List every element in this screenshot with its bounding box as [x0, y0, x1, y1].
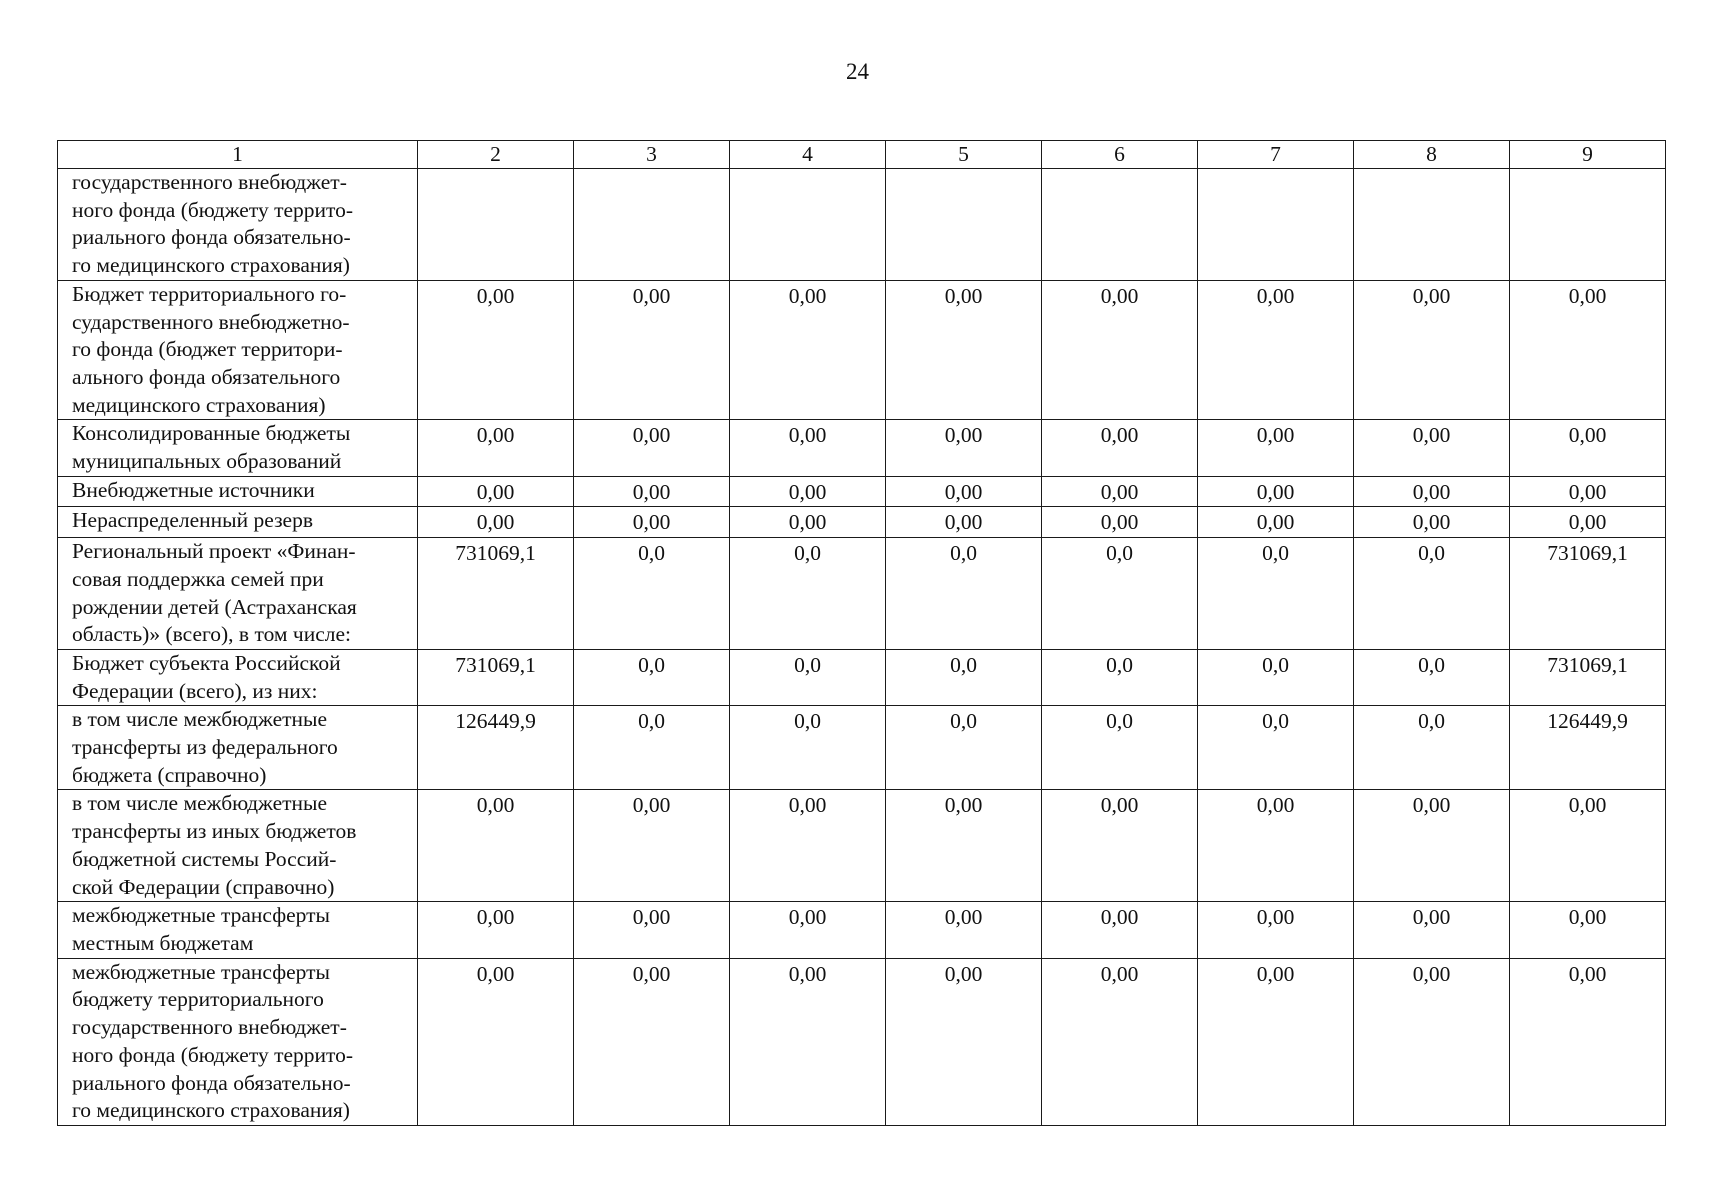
value-cell: 0,0	[1354, 706, 1510, 790]
value-cell: 126449,9	[1510, 706, 1666, 790]
value-cell: 0,00	[1042, 420, 1198, 476]
header-row	[58, 141, 1666, 169]
row-label: Региональный проект «Финан- совая поддержка семей при рождении детей (Астраханская область)» (всего), в том числе:	[58, 538, 418, 650]
value-cell	[418, 169, 574, 281]
row-label: в том числе межбюджетные трансферты из федерального бюджета (справочно)	[58, 706, 418, 790]
value-cell: 0,0	[1042, 649, 1198, 705]
value-cell: 0,00	[1198, 790, 1354, 902]
value-cell: 0,00	[1042, 958, 1198, 1125]
value-cell: 0,00	[730, 476, 886, 507]
row-label: государственного внебюджет- ного фонда (бюджету террито- риального фонда обязательно- го медицинского страхования)	[58, 169, 418, 281]
value-cell: 0,0	[574, 706, 730, 790]
value-cell	[1042, 169, 1198, 281]
value-cell: 0,00	[730, 280, 886, 420]
value-cell: 0,00	[886, 476, 1042, 507]
value-cell: 0,00	[418, 476, 574, 507]
value-cell: 0,00	[886, 280, 1042, 420]
value-cell: 0,0	[574, 649, 730, 705]
value-cell: 0,00	[886, 958, 1042, 1125]
table-row	[58, 790, 1666, 902]
table-row	[58, 420, 1666, 476]
value-cell: 0,00	[1198, 507, 1354, 538]
value-cell: 0,00	[418, 958, 574, 1125]
value-cell: 0,00	[730, 790, 886, 902]
row-label: Бюджет территориального го- сударственного внебюджетно- го фонда (бюджет территори- ального фонда обязательного медицинского страхования)	[58, 280, 418, 420]
value-cell: 0,0	[1198, 538, 1354, 650]
page-number: 24	[846, 59, 869, 84]
value-cell: 0,00	[1510, 902, 1666, 958]
value-cell: 731069,1	[418, 649, 574, 705]
value-cell: 0,00	[730, 958, 886, 1125]
budget-table	[57, 140, 1666, 1126]
value-cell: 0,00	[418, 507, 574, 538]
value-cell: 0,00	[574, 958, 730, 1125]
table-row	[58, 280, 1666, 420]
row-label: в том числе межбюджетные трансферты из иных бюджетов бюджетной системы Россий- ской Федерации (справочно)	[58, 790, 418, 902]
table-row	[58, 476, 1666, 507]
value-cell: 0,00	[886, 507, 1042, 538]
header-cell: 2	[418, 141, 574, 169]
value-cell: 0,0	[1198, 649, 1354, 705]
value-cell: 0,00	[1042, 507, 1198, 538]
value-cell: 0,0	[730, 706, 886, 790]
value-cell: 0,0	[886, 706, 1042, 790]
value-cell: 0,00	[418, 790, 574, 902]
value-cell	[1198, 169, 1354, 281]
table-row	[58, 649, 1666, 705]
value-cell: 0,00	[1198, 420, 1354, 476]
value-cell: 0,0	[1354, 649, 1510, 705]
value-cell: 0,00	[886, 902, 1042, 958]
header-cell: 7	[1198, 141, 1354, 169]
value-cell: 0,00	[730, 902, 886, 958]
value-cell: 0,0	[574, 538, 730, 650]
value-cell: 0,00	[1042, 280, 1198, 420]
value-cell: 0,00	[1510, 958, 1666, 1125]
value-cell: 0,00	[574, 476, 730, 507]
value-cell: 0,00	[886, 790, 1042, 902]
value-cell: 0,00	[1042, 476, 1198, 507]
value-cell: 0,00	[1510, 507, 1666, 538]
value-cell: 0,00	[574, 790, 730, 902]
value-cell: 0,00	[1354, 476, 1510, 507]
value-cell: 0,00	[1510, 420, 1666, 476]
table-row	[58, 902, 1666, 958]
value-cell: 0,00	[1198, 902, 1354, 958]
value-cell: 0,00	[1198, 958, 1354, 1125]
value-cell	[886, 169, 1042, 281]
table-body	[58, 169, 1666, 1126]
value-cell: 0,00	[418, 420, 574, 476]
row-label: Внебюджетные источники	[58, 476, 418, 507]
value-cell: 0,0	[886, 538, 1042, 650]
value-cell: 0,00	[1510, 790, 1666, 902]
value-cell: 0,00	[1354, 280, 1510, 420]
value-cell: 0,0	[1042, 706, 1198, 790]
row-label: Нераспределенный резерв	[58, 507, 418, 538]
header-cell: 5	[886, 141, 1042, 169]
value-cell: 0,00	[730, 507, 886, 538]
table-row	[58, 507, 1666, 538]
value-cell: 0,00	[1042, 790, 1198, 902]
value-cell: 731069,1	[418, 538, 574, 650]
table-header	[58, 141, 1666, 169]
value-cell: 0,00	[418, 280, 574, 420]
table-row	[58, 706, 1666, 790]
value-cell: 0,00	[574, 280, 730, 420]
value-cell: 0,00	[730, 420, 886, 476]
value-cell	[730, 169, 886, 281]
value-cell	[1354, 169, 1510, 281]
table-row	[58, 538, 1666, 650]
value-cell: 0,00	[1354, 958, 1510, 1125]
value-cell: 0,0	[730, 649, 886, 705]
header-cell: 6	[1042, 141, 1198, 169]
header-cell: 9	[1510, 141, 1666, 169]
table-row	[58, 169, 1666, 281]
row-label: межбюджетные трансферты бюджету территориального государственного внебюджет- ного фонда (бюджету террито- риального фонда обязательно- го медицинского страхования)	[58, 958, 418, 1125]
value-cell: 0,00	[886, 420, 1042, 476]
value-cell: 0,00	[574, 902, 730, 958]
value-cell: 0,00	[1354, 507, 1510, 538]
value-cell: 731069,1	[1510, 649, 1666, 705]
value-cell	[574, 169, 730, 281]
value-cell: 0,00	[1354, 420, 1510, 476]
value-cell: 731069,1	[1510, 538, 1666, 650]
value-cell: 0,00	[1354, 902, 1510, 958]
value-cell: 0,00	[1510, 280, 1666, 420]
row-label: Бюджет субъекта Российской Федерации (всего), из них:	[58, 649, 418, 705]
value-cell: 0,0	[886, 649, 1042, 705]
value-cell: 0,00	[1354, 790, 1510, 902]
value-cell: 126449,9	[418, 706, 574, 790]
value-cell: 0,00	[1198, 280, 1354, 420]
value-cell: 0,0	[1042, 538, 1198, 650]
value-cell: 0,00	[574, 420, 730, 476]
header-cell: 3	[574, 141, 730, 169]
row-label: Консолидированные бюджеты муниципальных образований	[58, 420, 418, 476]
value-cell: 0,00	[1198, 476, 1354, 507]
row-label: межбюджетные трансферты местным бюджетам	[58, 902, 418, 958]
value-cell: 0,00	[1042, 902, 1198, 958]
value-cell: 0,00	[418, 902, 574, 958]
header-cell: 8	[1354, 141, 1510, 169]
value-cell: 0,0	[1198, 706, 1354, 790]
value-cell: 0,00	[1510, 476, 1666, 507]
value-cell	[1510, 169, 1666, 281]
value-cell: 0,0	[1354, 538, 1510, 650]
value-cell: 0,0	[730, 538, 886, 650]
value-cell: 0,00	[574, 507, 730, 538]
header-cell: 1	[58, 141, 418, 169]
table-row	[58, 958, 1666, 1125]
header-cell: 4	[730, 141, 886, 169]
